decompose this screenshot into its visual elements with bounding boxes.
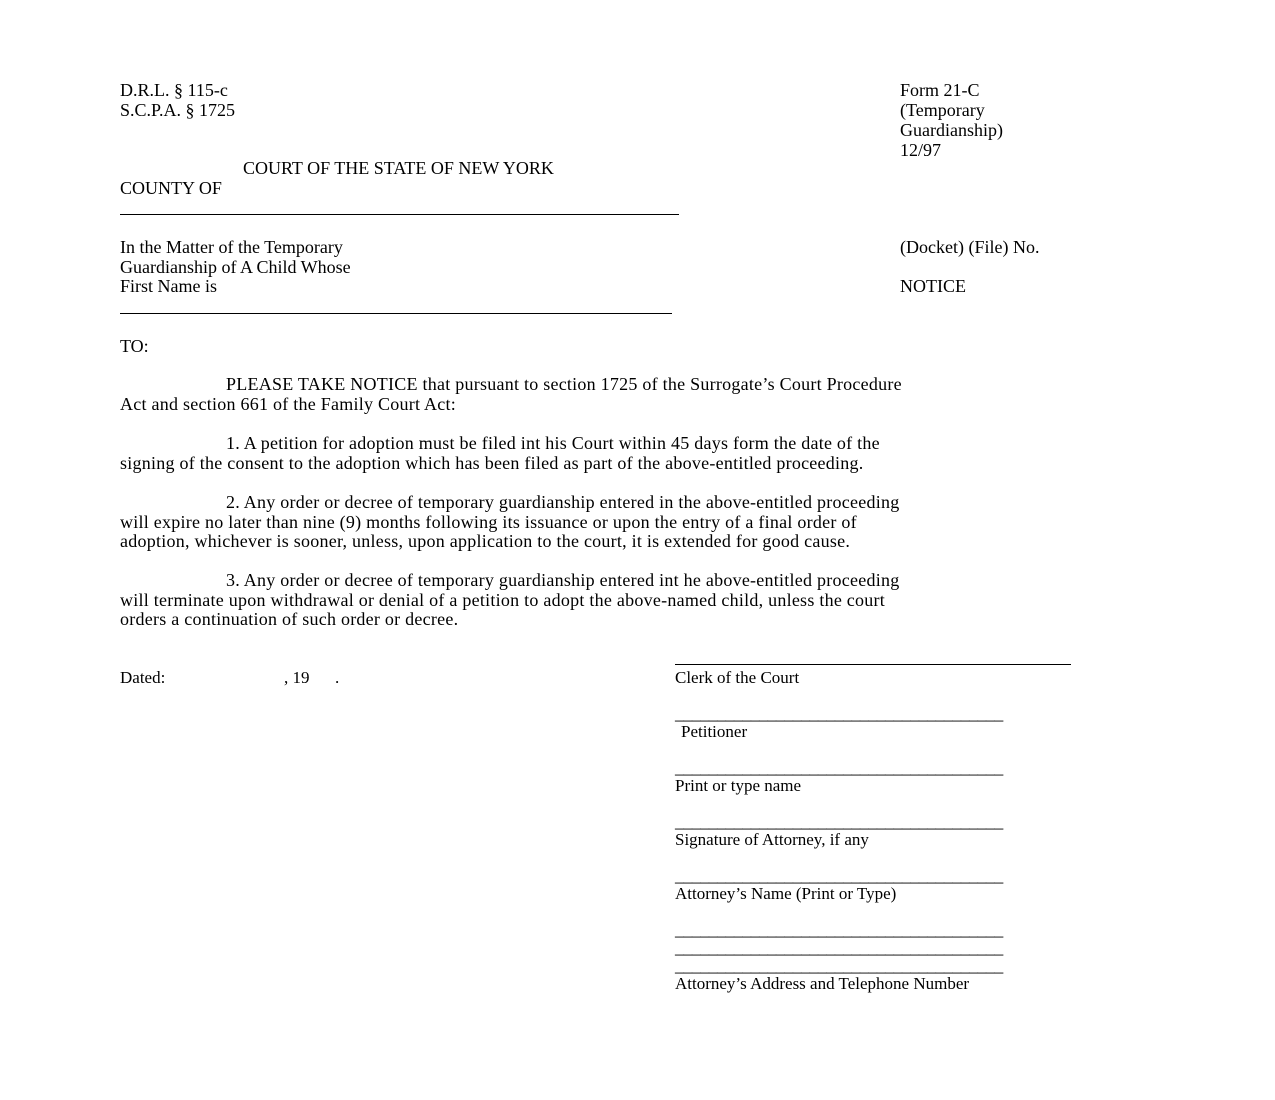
dated-year-prefix: , 19	[284, 668, 310, 687]
form-date: 12/97	[900, 140, 942, 160]
petitioner-label: Petitioner	[681, 722, 748, 741]
p1-line-2: signing of the consent to the adoption which has been filed as part of the above-entitled proceeding.	[120, 452, 864, 473]
attorney-address-line-3: _______________________________________	[675, 955, 1003, 975]
p2-line-3: adoption, whichever is sooner, unless, upon application to the court, it is extended for good cause.	[120, 531, 851, 551]
attorney-signature-label: Signature of Attorney, if any	[675, 830, 869, 849]
clerk-signature-line	[675, 664, 1071, 665]
print-name-label: Print or type name	[675, 776, 802, 795]
attorney-address-label: Attorney’s Address and Telephone Number	[675, 974, 970, 993]
p3-line-2: will terminate upon withdrawal or denial of a petition to adopt the above-named child, unless the court	[120, 589, 886, 610]
paragraph-2	[120, 493, 1150, 552]
intro-paragraph	[120, 375, 1150, 414]
dated-period: .	[335, 668, 340, 687]
p2-line-1: 2. Any order or decree of temporary guardianship entered in the above-entitled proceeding	[226, 492, 900, 512]
attorney-signature-line: _______________________________________	[675, 811, 1003, 831]
intro-line-1: PLEASE TAKE NOTICE that pursuant to section 1725 of the Surrogate’s Court Procedure	[226, 374, 902, 394]
matter-line-1: In the Matter of the Temporary	[120, 237, 343, 257]
to-label: TO:	[120, 336, 149, 356]
paragraph-1	[120, 434, 1150, 473]
intro-line-2: Act and section 661 of the Family Court Act:	[120, 393, 456, 414]
statute-drl: D.R.L. § 115-c	[120, 80, 228, 100]
statute-scpa: S.C.P.A. § 1725	[120, 100, 236, 120]
attorney-address-line-2: _______________________________________	[675, 937, 1003, 957]
p2-line-2: will expire no later than nine (9) months following its issuance or upon the entry of a final order of	[120, 511, 857, 532]
petitioner-signature-line: _______________________________________	[675, 703, 1003, 723]
court-title: COURT OF THE STATE OF NEW YORK	[243, 158, 554, 178]
dated-label: Dated:	[120, 668, 166, 687]
county-label: COUNTY OF	[120, 178, 222, 198]
paragraph-3	[120, 571, 1150, 630]
clerk-label: Clerk of the Court	[675, 668, 800, 687]
form-type-line-2: Guardianship)	[900, 120, 1003, 140]
county-divider	[120, 214, 679, 215]
form-type-line-1: (Temporary	[900, 100, 985, 120]
matter-line-2: Guardianship of A Child Whose	[120, 257, 351, 277]
caption-divider	[120, 313, 672, 314]
attorney-name-label: Attorney’s Name (Print or Type)	[675, 884, 897, 903]
print-name-line: _______________________________________	[675, 757, 1003, 777]
attorney-name-line: _______________________________________	[675, 865, 1003, 885]
p1-line-1: 1. A petition for adoption must be filed int his Court within 45 days form the date of the	[226, 433, 880, 453]
docket-file-number-label: (Docket) (File) No.	[900, 237, 1040, 257]
matter-line-3: First Name is	[120, 276, 217, 296]
p3-line-1: 3. Any order or decree of temporary guardianship entered int he above-entitled proceeding	[226, 570, 900, 590]
p3-line-3: orders a continuation of such order or decree.	[120, 609, 459, 629]
document-title: NOTICE	[900, 276, 966, 296]
form-number: Form 21-C	[900, 80, 980, 100]
attorney-address-line-1: _______________________________________	[675, 919, 1003, 939]
